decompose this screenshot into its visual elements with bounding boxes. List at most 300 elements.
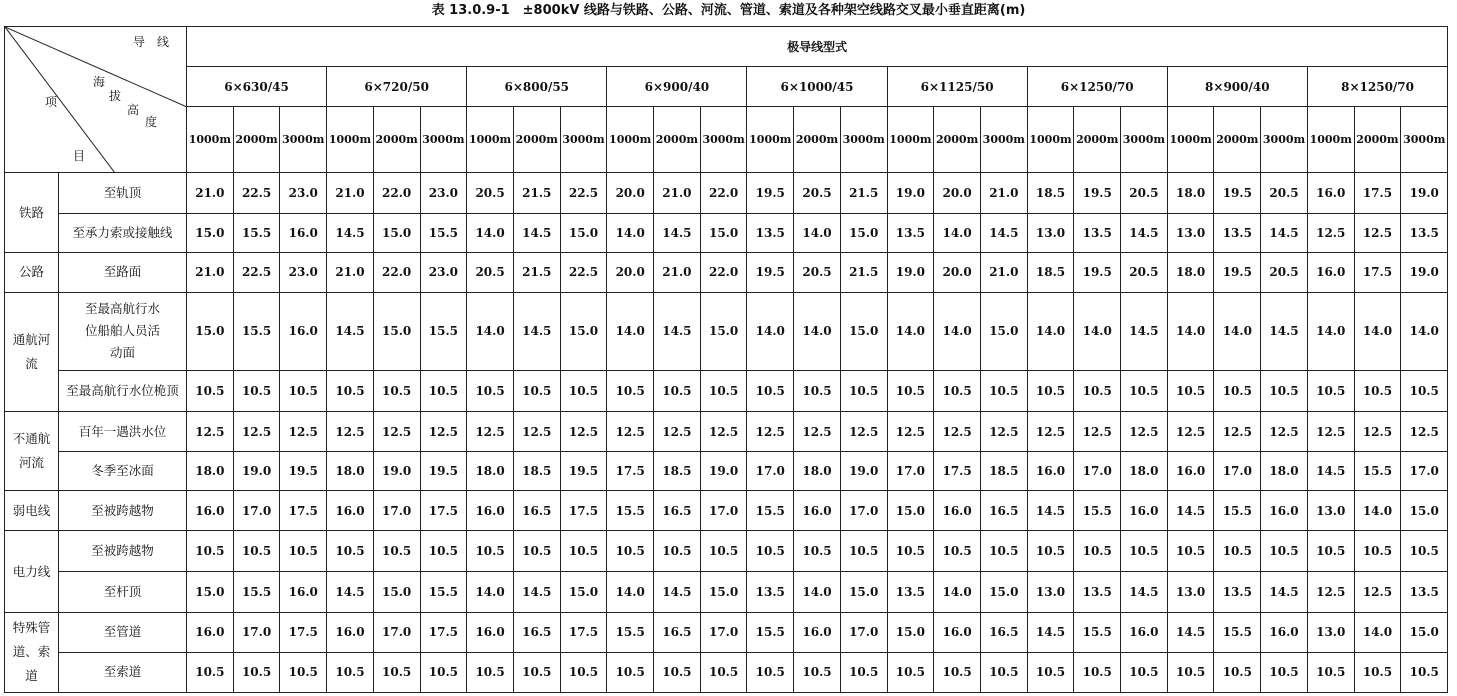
value-cell: 21.5 [840, 173, 887, 213]
value-cell: 10.5 [327, 652, 374, 692]
value-cell: 14.0 [1401, 292, 1448, 370]
value-cell: 13.5 [1401, 571, 1448, 612]
value-cell: 16.0 [794, 612, 841, 652]
value-cell: 14.5 [1261, 571, 1308, 612]
value-cell: 15.5 [233, 571, 280, 612]
table-row [5, 292, 1448, 370]
value-cell: 14.0 [934, 292, 981, 370]
value-cell: 12.5 [887, 412, 934, 452]
value-cell: 12.5 [560, 412, 607, 452]
value-cell: 13.5 [747, 213, 794, 252]
value-cell: 10.5 [1261, 531, 1308, 571]
value-cell: 16.0 [280, 571, 327, 612]
value-cell: 10.5 [467, 370, 514, 411]
table-row [5, 652, 1448, 692]
value-cell: 16.0 [794, 491, 841, 531]
value-cell: 20.5 [1121, 173, 1168, 213]
value-cell: 15.5 [420, 571, 467, 612]
value-cell: 22.0 [700, 173, 747, 213]
value-cell: 17.0 [1214, 452, 1261, 491]
value-cell: 10.5 [887, 531, 934, 571]
value-cell: 10.5 [747, 370, 794, 411]
altitude-header: 2000m [1214, 107, 1261, 173]
value-cell: 10.5 [280, 531, 327, 571]
item-name-cell: 冬季至冰面 [59, 452, 187, 491]
value-cell: 10.5 [1354, 531, 1401, 571]
value-cell: 13.0 [1307, 612, 1354, 652]
altitude-header: 2000m [1074, 107, 1121, 173]
item-name-cell: 至被跨越物 [59, 531, 187, 571]
value-cell: 10.5 [513, 652, 560, 692]
value-cell: 15.5 [233, 213, 280, 252]
value-cell: 14.0 [747, 292, 794, 370]
value-cell: 14.5 [980, 213, 1027, 252]
value-cell: 14.0 [794, 213, 841, 252]
altitude-header: 3000m [840, 107, 887, 173]
value-cell: 16.0 [467, 491, 514, 531]
value-cell: 16.5 [654, 612, 701, 652]
value-cell: 14.5 [1121, 292, 1168, 370]
value-cell: 12.5 [1121, 412, 1168, 452]
altitude-header: 1000m [187, 107, 234, 173]
item-name-cell: 至轨顶 [59, 173, 187, 213]
value-cell: 16.5 [513, 491, 560, 531]
value-cell: 13.5 [1074, 213, 1121, 252]
group-name-cell: 铁路 [5, 173, 59, 252]
value-cell: 15.0 [560, 292, 607, 370]
value-cell: 18.0 [467, 452, 514, 491]
value-cell: 10.5 [1261, 370, 1308, 411]
value-cell: 15.5 [420, 213, 467, 252]
value-cell: 18.0 [794, 452, 841, 491]
value-cell: 14.5 [513, 292, 560, 370]
value-cell: 20.5 [467, 252, 514, 292]
value-cell: 15.5 [420, 292, 467, 370]
value-cell: 23.0 [420, 252, 467, 292]
corner-altitude-char-4: 度 [145, 115, 158, 129]
value-cell: 12.5 [607, 412, 654, 452]
value-cell: 21.0 [327, 252, 374, 292]
value-cell: 16.0 [934, 612, 981, 652]
value-cell: 14.5 [1261, 292, 1308, 370]
value-cell: 10.5 [233, 370, 280, 411]
altitude-header: 1000m [327, 107, 374, 173]
value-cell: 19.0 [373, 452, 420, 491]
value-cell: 10.5 [840, 531, 887, 571]
value-cell: 12.5 [280, 412, 327, 452]
value-cell: 15.0 [887, 612, 934, 652]
group-name-cell: 弱电线 [5, 491, 59, 531]
value-cell: 17.0 [840, 612, 887, 652]
value-cell: 14.0 [467, 292, 514, 370]
value-cell: 10.5 [1074, 370, 1121, 411]
value-cell: 15.0 [373, 571, 420, 612]
corner-item-label-2: 目 [73, 149, 86, 163]
value-cell: 12.5 [1307, 213, 1354, 252]
table-row [5, 370, 1448, 411]
value-cell: 12.5 [1401, 412, 1448, 452]
value-cell: 20.5 [1261, 252, 1308, 292]
conductor-type-header: 6×1125/50 [887, 67, 1027, 107]
value-cell: 17.5 [1354, 173, 1401, 213]
value-cell: 17.0 [233, 491, 280, 531]
value-cell: 22.5 [560, 173, 607, 213]
value-cell: 14.5 [513, 571, 560, 612]
value-cell: 15.5 [1214, 612, 1261, 652]
value-cell: 10.5 [467, 531, 514, 571]
value-cell: 10.5 [607, 652, 654, 692]
value-cell: 19.0 [887, 173, 934, 213]
value-cell: 18.0 [187, 452, 234, 491]
value-cell: 14.0 [1354, 292, 1401, 370]
value-cell: 23.0 [420, 173, 467, 213]
altitude-header: 2000m [654, 107, 701, 173]
value-cell: 10.5 [607, 531, 654, 571]
value-cell: 10.5 [1167, 531, 1214, 571]
value-cell: 16.0 [1307, 173, 1354, 213]
group-name-cell: 特殊管道、索道 [5, 612, 59, 692]
value-cell: 17.0 [373, 491, 420, 531]
value-cell: 14.0 [467, 571, 514, 612]
value-cell: 16.0 [187, 491, 234, 531]
altitude-header: 3000m [700, 107, 747, 173]
value-cell: 10.5 [1261, 652, 1308, 692]
value-cell: 17.0 [747, 452, 794, 491]
value-cell: 16.0 [327, 612, 374, 652]
value-cell: 10.5 [607, 370, 654, 411]
value-cell: 22.5 [233, 252, 280, 292]
value-cell: 10.5 [1027, 531, 1074, 571]
value-cell: 14.0 [1354, 612, 1401, 652]
item-name-cell: 至管道 [59, 612, 187, 652]
value-cell: 14.0 [607, 292, 654, 370]
altitude-header: 2000m [513, 107, 560, 173]
value-cell: 13.0 [1167, 213, 1214, 252]
value-cell: 18.5 [513, 452, 560, 491]
item-name-cell: 至承力索或接触线 [59, 213, 187, 252]
value-cell: 20.5 [1121, 252, 1168, 292]
value-cell: 10.5 [934, 370, 981, 411]
value-cell: 10.5 [420, 652, 467, 692]
item-name-cell: 至杆顶 [59, 571, 187, 612]
value-cell: 15.5 [747, 491, 794, 531]
value-cell: 17.0 [373, 612, 420, 652]
value-cell: 10.5 [700, 652, 747, 692]
value-cell: 10.5 [887, 652, 934, 692]
value-cell: 17.0 [1074, 452, 1121, 491]
item-name-cell: 至路面 [59, 252, 187, 292]
value-cell: 14.5 [1261, 213, 1308, 252]
value-cell: 21.0 [980, 252, 1027, 292]
conductor-type-header: 6×900/40 [607, 67, 747, 107]
value-cell: 15.0 [840, 213, 887, 252]
value-cell: 10.5 [700, 531, 747, 571]
value-cell: 14.0 [1354, 491, 1401, 531]
value-cell: 10.5 [1167, 652, 1214, 692]
value-cell: 10.5 [794, 531, 841, 571]
value-cell: 10.5 [840, 652, 887, 692]
value-cell: 12.5 [1354, 571, 1401, 612]
value-cell: 12.5 [700, 412, 747, 452]
value-cell: 14.5 [1167, 612, 1214, 652]
value-cell: 17.5 [1354, 252, 1401, 292]
value-cell: 12.5 [373, 412, 420, 452]
value-cell: 10.5 [1307, 652, 1354, 692]
value-cell: 17.5 [560, 612, 607, 652]
item-name-cell: 至索道 [59, 652, 187, 692]
item-name-cell: 百年一遇洪水位 [59, 412, 187, 452]
value-cell: 16.5 [980, 491, 1027, 531]
value-cell: 20.0 [607, 252, 654, 292]
value-cell: 10.5 [980, 370, 1027, 411]
value-cell: 15.0 [560, 213, 607, 252]
value-cell: 19.5 [420, 452, 467, 491]
value-cell: 20.5 [1261, 173, 1308, 213]
value-cell: 16.0 [1121, 491, 1168, 531]
value-cell: 10.5 [980, 531, 1027, 571]
value-cell: 14.5 [327, 292, 374, 370]
value-cell: 15.0 [840, 571, 887, 612]
value-cell: 10.5 [1121, 531, 1168, 571]
value-cell: 19.5 [747, 173, 794, 213]
value-cell: 21.5 [513, 252, 560, 292]
header-row-group [5, 27, 1448, 67]
table-row [5, 252, 1448, 292]
value-cell: 15.0 [187, 213, 234, 252]
value-cell: 19.5 [747, 252, 794, 292]
value-cell: 12.5 [1214, 412, 1261, 452]
altitude-header: 2000m [373, 107, 420, 173]
value-cell: 15.0 [187, 571, 234, 612]
value-cell: 10.5 [700, 370, 747, 411]
value-cell: 23.0 [280, 252, 327, 292]
group-name-cell: 通航河流 [5, 292, 59, 411]
value-cell: 13.0 [1027, 571, 1074, 612]
value-cell: 22.0 [700, 252, 747, 292]
value-cell: 18.5 [980, 452, 1027, 491]
value-cell: 16.0 [1121, 612, 1168, 652]
value-cell: 12.5 [934, 412, 981, 452]
value-cell: 16.0 [1027, 452, 1074, 491]
value-cell: 12.5 [1027, 412, 1074, 452]
item-name-cell: 至被跨越物 [59, 491, 187, 531]
value-cell: 20.0 [934, 252, 981, 292]
value-cell: 10.5 [840, 370, 887, 411]
value-cell: 19.0 [1401, 173, 1448, 213]
value-cell: 16.0 [467, 612, 514, 652]
table-row [5, 173, 1448, 213]
value-cell: 12.5 [1261, 412, 1308, 452]
value-cell: 10.5 [980, 652, 1027, 692]
value-cell: 15.0 [1401, 612, 1448, 652]
value-cell: 19.0 [1401, 252, 1448, 292]
value-cell: 10.5 [1354, 652, 1401, 692]
value-cell: 22.0 [373, 252, 420, 292]
altitude-header: 3000m [1121, 107, 1168, 173]
value-cell: 13.5 [1214, 213, 1261, 252]
altitude-header: 1000m [467, 107, 514, 173]
value-cell: 15.5 [747, 612, 794, 652]
conductor-type-header: 6×720/50 [327, 67, 467, 107]
value-cell: 12.5 [467, 412, 514, 452]
table-row [5, 612, 1448, 652]
value-cell: 14.0 [794, 571, 841, 612]
value-cell: 10.5 [1027, 652, 1074, 692]
value-cell: 10.5 [1074, 652, 1121, 692]
value-cell: 17.5 [607, 452, 654, 491]
value-cell: 17.5 [420, 491, 467, 531]
value-cell: 16.0 [280, 213, 327, 252]
value-cell: 18.5 [654, 452, 701, 491]
value-cell: 16.0 [187, 612, 234, 652]
value-cell: 14.5 [1027, 491, 1074, 531]
value-cell: 10.5 [420, 370, 467, 411]
conductor-type-header: 6×800/55 [467, 67, 607, 107]
value-cell: 12.5 [747, 412, 794, 452]
value-cell: 15.0 [560, 571, 607, 612]
value-cell: 17.0 [1401, 452, 1448, 491]
value-cell: 14.0 [1214, 292, 1261, 370]
altitude-header: 2000m [1354, 107, 1401, 173]
value-cell: 12.5 [327, 412, 374, 452]
value-cell: 12.5 [420, 412, 467, 452]
corner-item-label-1: 项 [45, 95, 58, 109]
value-cell: 17.5 [280, 491, 327, 531]
value-cell: 15.0 [187, 292, 234, 370]
value-cell: 10.5 [513, 370, 560, 411]
table-row [5, 491, 1448, 531]
value-cell: 22.0 [373, 173, 420, 213]
conductor-type-header: 6×1000/45 [747, 67, 887, 107]
altitude-header: 3000m [1261, 107, 1308, 173]
value-cell: 21.0 [327, 173, 374, 213]
group-name-cell: 公路 [5, 252, 59, 292]
value-cell: 12.5 [1354, 213, 1401, 252]
value-cell: 15.5 [607, 491, 654, 531]
conductor-type-header: 6×1250/70 [1027, 67, 1167, 107]
value-cell: 21.0 [654, 252, 701, 292]
value-cell: 19.0 [700, 452, 747, 491]
value-cell: 10.5 [373, 370, 420, 411]
altitude-header: 2000m [233, 107, 280, 173]
value-cell: 15.0 [700, 213, 747, 252]
value-cell: 10.5 [327, 370, 374, 411]
altitude-header: 3000m [420, 107, 467, 173]
value-cell: 15.5 [1074, 612, 1121, 652]
value-cell: 10.5 [654, 370, 701, 411]
value-cell: 10.5 [373, 531, 420, 571]
value-cell: 10.5 [1121, 370, 1168, 411]
value-cell: 14.5 [1307, 452, 1354, 491]
value-cell: 19.5 [1214, 173, 1261, 213]
value-cell: 13.5 [1401, 213, 1448, 252]
corner-altitude-char-2: 拔 [109, 89, 122, 103]
value-cell: 10.5 [887, 370, 934, 411]
altitude-header: 3000m [1401, 107, 1448, 173]
value-cell: 10.5 [420, 531, 467, 571]
conductor-type-header: 8×900/40 [1167, 67, 1307, 107]
altitude-header: 1000m [1027, 107, 1074, 173]
value-cell: 17.0 [887, 452, 934, 491]
value-cell: 15.0 [700, 292, 747, 370]
value-cell: 15.0 [1401, 491, 1448, 531]
value-cell: 16.0 [1261, 612, 1308, 652]
value-cell: 10.5 [1167, 370, 1214, 411]
value-cell: 17.0 [700, 612, 747, 652]
value-cell: 14.5 [654, 213, 701, 252]
value-cell: 15.0 [980, 571, 1027, 612]
value-cell: 13.0 [1307, 491, 1354, 531]
value-cell: 17.0 [840, 491, 887, 531]
value-cell: 10.5 [934, 531, 981, 571]
value-cell: 19.0 [233, 452, 280, 491]
value-cell: 12.5 [1307, 412, 1354, 452]
value-cell: 12.5 [187, 412, 234, 452]
value-cell: 14.0 [1307, 292, 1354, 370]
value-cell: 10.5 [1214, 370, 1261, 411]
value-cell: 20.0 [607, 173, 654, 213]
value-cell: 10.5 [233, 531, 280, 571]
value-cell: 14.0 [934, 571, 981, 612]
value-cell: 15.0 [373, 213, 420, 252]
value-cell: 17.5 [934, 452, 981, 491]
value-cell: 23.0 [280, 173, 327, 213]
corner-cell [5, 27, 187, 173]
value-cell: 12.5 [1354, 412, 1401, 452]
value-cell: 14.5 [513, 213, 560, 252]
value-cell: 21.0 [980, 173, 1027, 213]
value-cell: 12.5 [1074, 412, 1121, 452]
value-cell: 21.5 [840, 252, 887, 292]
value-cell: 10.5 [280, 370, 327, 411]
value-cell: 10.5 [187, 531, 234, 571]
value-cell: 10.5 [1354, 370, 1401, 411]
value-cell: 20.0 [934, 173, 981, 213]
value-cell: 12.5 [840, 412, 887, 452]
value-cell: 14.0 [934, 213, 981, 252]
value-cell: 22.5 [560, 252, 607, 292]
value-cell: 14.0 [1167, 292, 1214, 370]
clearance-table [4, 26, 1448, 693]
value-cell: 13.0 [1167, 571, 1214, 612]
value-cell: 15.0 [980, 292, 1027, 370]
value-cell: 10.5 [794, 652, 841, 692]
value-cell: 13.5 [887, 571, 934, 612]
value-cell: 10.5 [327, 531, 374, 571]
value-cell: 15.5 [1074, 491, 1121, 531]
value-cell: 10.5 [560, 370, 607, 411]
value-cell: 14.5 [327, 571, 374, 612]
value-cell: 10.5 [513, 531, 560, 571]
value-cell: 17.0 [233, 612, 280, 652]
value-cell: 16.0 [1307, 252, 1354, 292]
value-cell: 10.5 [654, 652, 701, 692]
value-cell: 12.5 [654, 412, 701, 452]
value-cell: 10.5 [1214, 652, 1261, 692]
value-cell: 20.5 [467, 173, 514, 213]
value-cell: 14.0 [467, 213, 514, 252]
value-cell: 13.5 [887, 213, 934, 252]
altitude-header: 3000m [980, 107, 1027, 173]
value-cell: 20.5 [794, 173, 841, 213]
value-cell: 17.5 [560, 491, 607, 531]
value-cell: 18.0 [1121, 452, 1168, 491]
value-cell: 14.0 [607, 571, 654, 612]
value-cell: 16.5 [513, 612, 560, 652]
value-cell: 10.5 [1074, 531, 1121, 571]
value-cell: 18.0 [327, 452, 374, 491]
value-cell: 12.5 [1167, 412, 1214, 452]
